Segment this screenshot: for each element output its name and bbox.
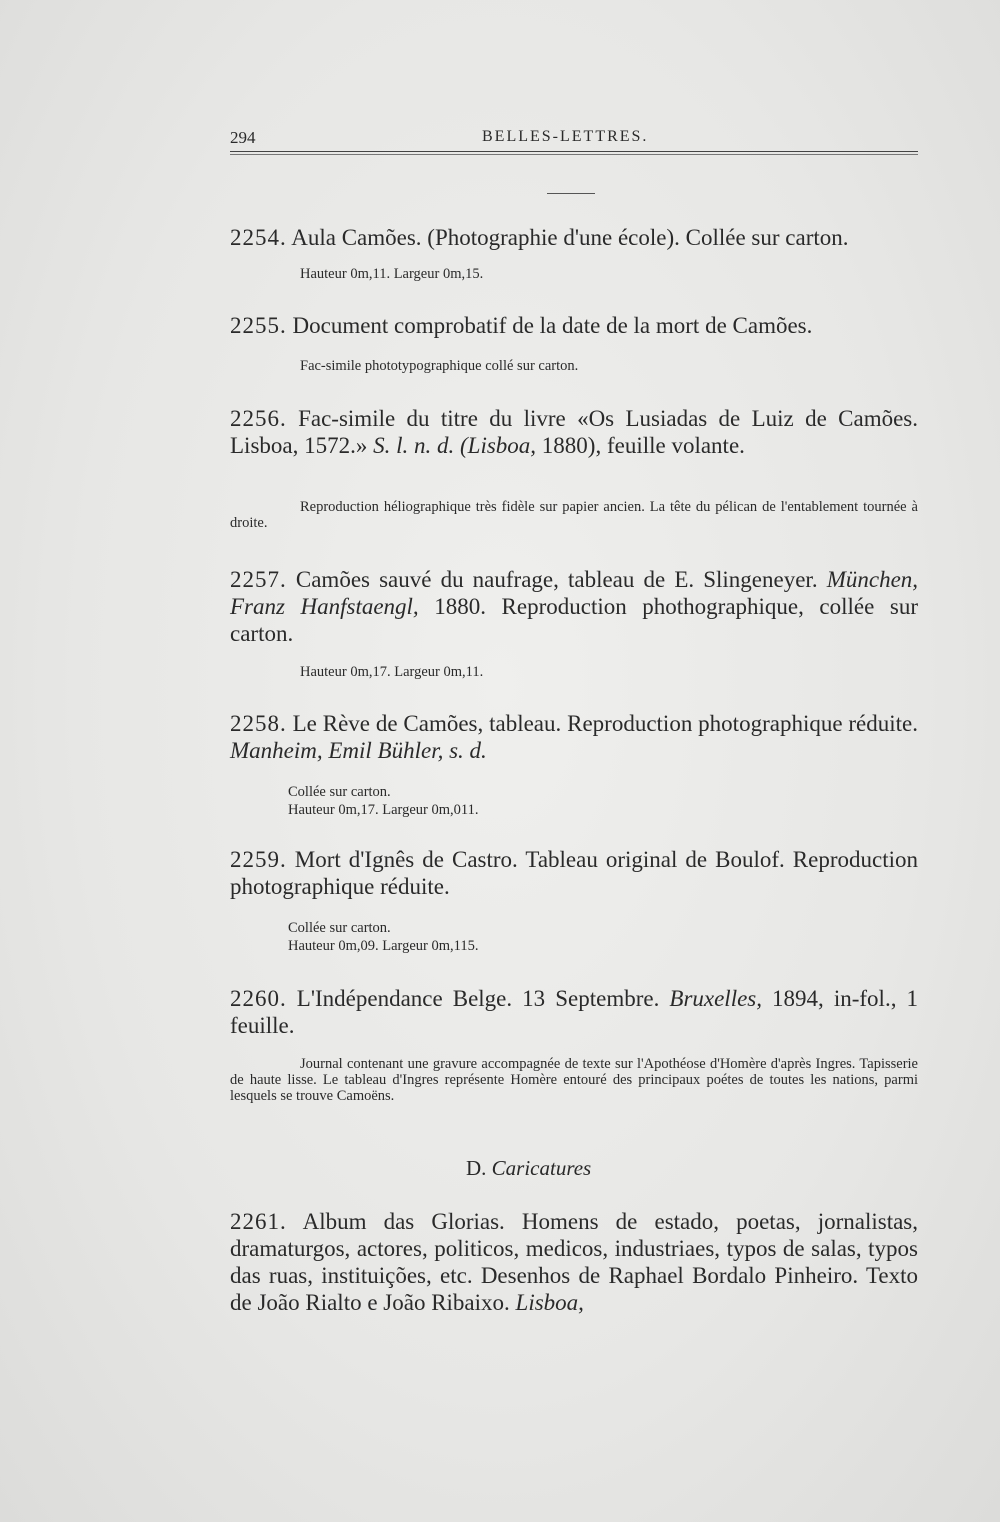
entry-2261 bbox=[230, 1208, 918, 1316]
entry-imprint: Bruxelles, bbox=[669, 986, 762, 1011]
entry-text-cont: 1880. Reproduction phothographique, collée sur carton. bbox=[230, 594, 918, 646]
entry-text: L'Indépendance Belge. 13 Septembre. bbox=[296, 986, 660, 1011]
entry-text: Le Rève de Camões, tableau. Reproduction photographique réduite. bbox=[292, 711, 918, 736]
header-rule bbox=[230, 151, 918, 155]
entry-text: Fac-simile du titre du livre «Os Lusiadas de Luiz de Camões. Lisboa, 1572.» bbox=[230, 406, 918, 458]
entry-text: Album das Glorias. Homens de estado, poetas, jornalistas, dramaturgos, actores, politicos, medicos, industriaes, typos de salas, typos das ruas, instituições, etc. Desenhos de Raphael Bordalo Pinheiro. Texto de João Rialto e João Ribaixo. bbox=[230, 1209, 918, 1315]
entry-number: 2259. bbox=[230, 847, 287, 872]
entry-note: Hauteur 0m,09. Largeur 0m,115. bbox=[288, 938, 479, 954]
entry-note: Hauteur 0m,11. Largeur 0m,15. bbox=[300, 266, 484, 282]
section-letter: D. bbox=[466, 1156, 487, 1180]
entry-imprint: Manheim, Emil Bühler, s. d. bbox=[230, 738, 487, 763]
entry-note: Fac-simile phototypographique collé sur carton. bbox=[300, 358, 579, 374]
entry-number: 2256. bbox=[230, 406, 287, 431]
entry-number: 2254. bbox=[230, 225, 287, 250]
entry-2256 bbox=[230, 405, 918, 459]
entry-text: Mort d'Ignês de Castro. Tableau original de Boulof. Reproduction photographique réduite. bbox=[230, 847, 918, 899]
entry-text: Document comprobatif de la date de la mort de Camões. bbox=[292, 313, 813, 338]
entry-2259 bbox=[230, 846, 918, 900]
entry-number: 2257. bbox=[230, 567, 287, 592]
entry-2254 bbox=[230, 224, 918, 251]
section-heading bbox=[466, 1156, 591, 1181]
entry-text: Aula Camões. (Photographie d'une école). Collée sur carton. bbox=[291, 225, 849, 250]
entry-2260 bbox=[230, 985, 918, 1039]
entry-text: Camões sauvé du naufrage, tableau de E. Slingeneyer. bbox=[295, 567, 818, 592]
entry-text-cont: 1894, in-fol., 1 feuille. bbox=[230, 986, 918, 1038]
entry-imprint: München, Franz Hanfstaengl, bbox=[230, 567, 919, 619]
entry-imprint: Lisboa, bbox=[515, 1290, 584, 1315]
page-number: 294 bbox=[230, 128, 256, 147]
entry-note: Journal contenant une gravure accompagnée de texte sur l'Apothéose d'Homère d'après Ingres. Tapisserie de haute lisse. Le tableau d'Ingres représente Homère entouré des principaux poétes de toutes les nations, parmi lesquels se trouve Camoëns. bbox=[230, 1056, 918, 1104]
entry-number: 2260. bbox=[230, 986, 287, 1011]
entry-2257 bbox=[230, 566, 918, 647]
entry-note: Hauteur 0m,17. Largeur 0m,11. bbox=[300, 664, 484, 680]
entry-number: 2261. bbox=[230, 1209, 287, 1234]
entry-number: 2258. bbox=[230, 711, 287, 736]
entry-note: Hauteur 0m,17. Largeur 0m,011. bbox=[288, 802, 479, 818]
separator-rule bbox=[547, 193, 595, 194]
running-title: BELLES-LETTRES. bbox=[482, 128, 649, 145]
entry-2255 bbox=[230, 312, 918, 339]
entry-imprint: S. l. n. d. (Lisboa, bbox=[373, 433, 537, 458]
entry-note: Reproduction héliographique très fidèle sur papier ancien. La tête du pélican de l'entablement tournée à droite. bbox=[230, 499, 918, 531]
entry-text-cont: 1880), feuille volante. bbox=[541, 433, 745, 458]
section-title: Caricatures bbox=[491, 1156, 592, 1180]
entry-2258 bbox=[230, 710, 918, 764]
entry-number: 2255. bbox=[230, 313, 287, 338]
entry-note: Collée sur carton. bbox=[288, 920, 391, 936]
entry-note: Collée sur carton. bbox=[288, 784, 391, 800]
